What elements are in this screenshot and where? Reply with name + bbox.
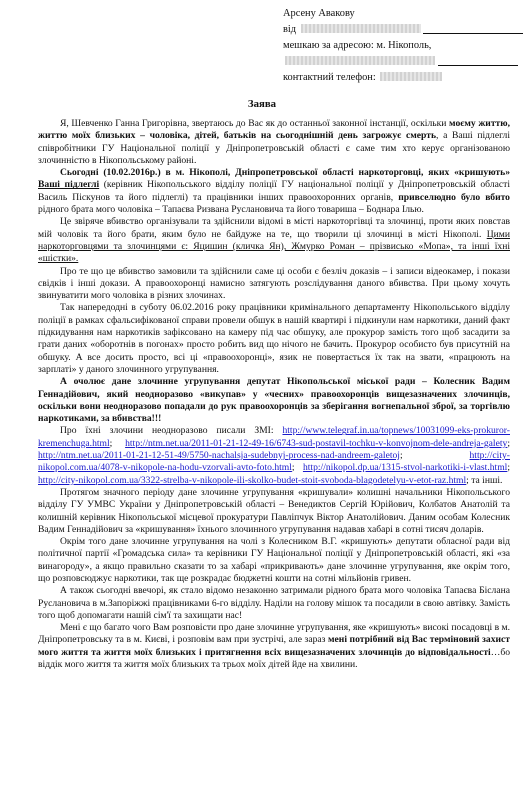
text-run: Протягом значного періоду дане злочинне угрупування «кришували» колишні начальники Нікопольського відділу ГУ УМВС України у Дніпропетровській області – Венедиктов Сергій Юрійович, Колбатов Анатолій та колишній керівник Нікопольської місцевої прокуратури Павліпчук Віктор Анатолійович. Даним особам Колесник Вадим Геннадійович за «кришування» їхнього злочинного угрупування надавав хабарі в сотні тисяч доларів. xyxy=(38,486,510,535)
text-run: …бо віддік мого життя та життя моїх близьких та трьох моїх дітей йде на хвилини. xyxy=(38,646,510,671)
text-run: ; xyxy=(399,450,470,462)
text-run: ; xyxy=(507,462,510,474)
text-run: Сьогодні (10.02.2016р.) в м. Нікополі, Дніпропетровської області наркоторговці, яких «кришують» xyxy=(60,167,510,179)
address-blank-line xyxy=(283,54,521,70)
paragraph xyxy=(38,376,510,425)
text-run: Ваші підлеглі xyxy=(38,179,100,191)
paragraph xyxy=(38,585,510,622)
redacted-address xyxy=(285,56,435,65)
news-link[interactable]: http://city-nikopol.com.ua/4078-v-nikopole-na-hodu-vzorvali-avto-foto.html xyxy=(38,450,510,474)
document-body xyxy=(38,118,510,792)
news-link[interactable]: http://www.telegraf.in.ua/topnews/10031099-eks-prokuror-kremenchuga.html xyxy=(38,425,510,449)
blank-line xyxy=(438,55,518,66)
text-run: , а Ваші підлеглі співробітники ГУ Національної поліції у Дніпропетровській області є саме тим хто керує організованою злочинністю в Нікопольському районі. xyxy=(38,130,510,166)
text-run: ; та інші. xyxy=(466,474,503,486)
text-run: моєму життю, життю моїх близьких – чоловіка, дітей, батьків на сьогоднішній день загрожує смерть xyxy=(38,118,510,142)
news-link[interactable]: http://ntm.net.ua/2011-01-21-12-51-49/5750-nachalsja-sudebnyj-process-nad-andreem-galetoj xyxy=(38,450,400,462)
paragraph xyxy=(38,216,510,265)
text-run: А очолює дане злочинне угрупування депутат Нікопольської міської ради – Колесник Вадим Геннадійович, який неодноразово «викупав» у «чесних» правоохоронців вищезазначених злочинців, оскільки вони неодноразово попадали до рук правоохоронців за зберігання вогнепальної зброї, за торгівлю наркотиками, за вбивства!!! xyxy=(38,376,510,425)
paragraph xyxy=(38,167,510,216)
address-label: мешкаю за адресою: м. Нікополь, xyxy=(283,40,432,51)
paragraph xyxy=(38,487,510,536)
text-run: привселюдно було вбито xyxy=(398,191,510,203)
document-title: Заява xyxy=(247,98,277,110)
news-link[interactable]: http://ntm.net.ua/2011-01-21-12-49-16/6743-sud-postavil-tochku-v-konvojnom-dele-andreja-galety xyxy=(125,437,508,449)
blank-line xyxy=(423,23,523,34)
news-link[interactable]: http://nikopol.dp.ua/1315-stvol-narkotiki-i-vlast.html xyxy=(302,462,508,474)
text-run: Окрім того дане злочинне угрупування на чолі з Колесником В.Г. «кришують» депутати обласної ради від політичної партії «Громадська сила» та керівники ГУ Національної поліції у Дніпропетровській області, які «за винагороду», а якщо правильно сказати то за хабарі «прикривають» дане злочинне угрупування, яке окрім того, що розповсюджує наркотики, так ще розкрадає бюджетні кошти на сотні мільйонів гривен. xyxy=(38,536,510,584)
address-line xyxy=(283,38,521,54)
text-run: Мені є що багато чого Вам розповісти про дане злочинне угрупування, яке «кришують» високі посадовці в м. Дніпропетровську та в м. Києві, і розповім вам при зустрічі, але зараз xyxy=(38,622,510,646)
redacted-phone xyxy=(380,72,442,81)
text-run: ; xyxy=(109,437,126,449)
text-run: Я, Шевченко Ганна Григорівна, звертаюсь до Вас як до останньої законної інстанції, оскільки xyxy=(60,118,450,129)
paragraph xyxy=(38,266,510,303)
paragraph xyxy=(38,118,510,167)
text-run: Це звіряче вбивство організували та здійснили відомі в місті наркоторгівці та злочинці, проти яких повстав мій чоловік та його брати, яким було не байдуже на те, що творили ці злочинці в місті Нікополі. xyxy=(38,216,510,240)
text-run: Так напередодні в суботу 06.02.2016 року працівники кримінального департаменту Нікопольського відділу поліції в рамках сфальсифікованої справи провели обшук в нашій квартирі і підкинули нам наркотики, даний факт підкидування нам наркотиків зафіксовано на камеру під час обшуку, але прокурор замість того щоб засадити за грати даних «оборотнів в погонах» просто робить вид що нічого не бачить. Прокурор особисто був присутній на обшуку. А все досить просто, всі ці «правоохоронці», язик не повертається їх так на звати, «працюють на зарплаті» у даного злочинного угрупування. xyxy=(38,302,510,375)
paragraph xyxy=(38,425,510,486)
text-run: Про те що це вбивство замовили та здійснили саме ці особи є безліч доказів – і записи відеокамер, і покази свідків і інші докази. А правоохоронці намисно затягують розслідування даного вбивства. При цьому хочуть звинуватити мого чоловіка в різних злочинах. xyxy=(38,265,510,302)
paragraph xyxy=(38,302,510,376)
text-run: мені потрібний від Вас терміновий захист мого життя та життя моїх близьких і притягнення всіх вищезазначених злочинців до відповідальності xyxy=(38,634,510,658)
phone-label: контактний телефон: xyxy=(283,72,376,83)
text-run: Про їхні злочини неодноразово писали ЗМІ: xyxy=(60,425,283,437)
text-run: ; xyxy=(291,462,303,474)
text-run: (керівник Нікопольського відділу поліції ГУ національної поліції у Дніпропетровській області Василь Піскунов та його підлеглі) та працівники інших правоохоронних органів, xyxy=(38,179,510,203)
paragraph xyxy=(38,536,510,585)
redacted-name xyxy=(301,24,421,33)
news-link[interactable]: http://city-nikopol.com.ua/3322-strelba-v-nikopole-ili-skolko-budet-stoit-svoboda-blagodetelyu-v-etot-raz.html xyxy=(38,474,467,486)
sender-prefix: від xyxy=(283,24,297,35)
sender-line xyxy=(283,22,521,38)
addressee-to: Арсену Авакову xyxy=(283,8,355,19)
phone-line xyxy=(283,70,521,86)
addressee-block xyxy=(283,6,521,86)
text-run: А також сьогодні ввечорі, як стало відомо незаконно затримали рідного брата мого чоловіка Тапаєва Біслана Руслановича в м.Запоріжжі працівниками 6-го відділу. Наділи на голову мішок та посадили в свою автівку. Замість того щоб допомагати нашій сім'ї та захищати нас! xyxy=(38,585,510,621)
paragraph xyxy=(38,622,510,671)
addressee-name xyxy=(283,6,521,22)
text-run: Цими наркоторговцями та злочинцями є: Яцишин (кличка Ян), Жмурко Роман – прізвисько «Мопа», та інші їхні «шістки». xyxy=(38,228,510,265)
text-run: рідного брата мого чоловіка – Тапаєва Ризвана Руслановича та його товариша – Боднара Ілью. xyxy=(38,204,424,216)
text-run: ; xyxy=(507,437,510,449)
